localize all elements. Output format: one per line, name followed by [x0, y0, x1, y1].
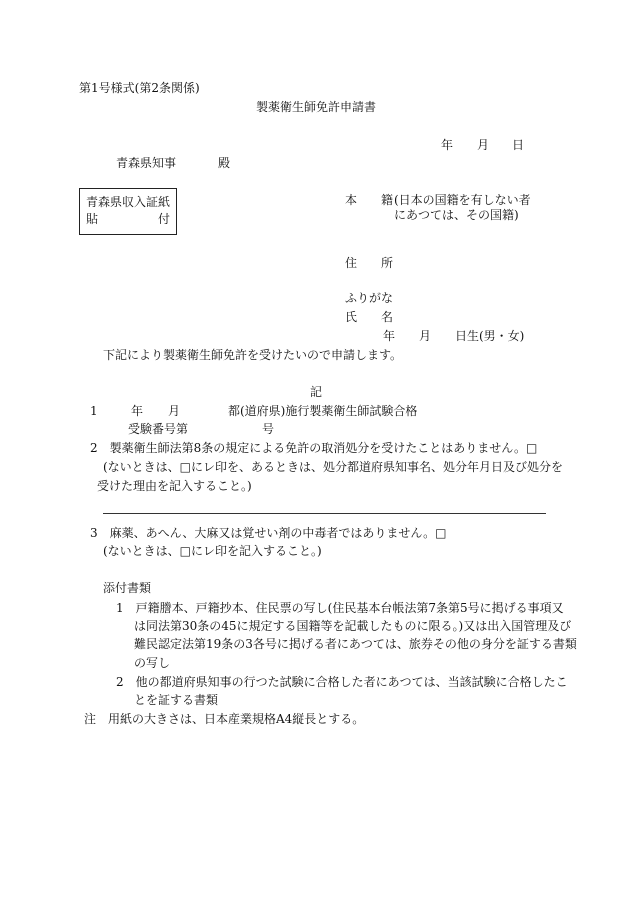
stamp-box-label: 青森県収入証紙: [86, 195, 171, 209]
attachment1-line2: は同法第30条の45に規定する国籍等を記載したものに限る。)又は出入国管理及び: [134, 619, 572, 633]
item1-month: 月: [168, 404, 181, 418]
attachment1-line1: 1 戸籍謄本、戸籍抄本、住民票の写し(住民基本台帳法第7条第5号に掲げる事項又: [116, 601, 564, 615]
item1-number: 1: [90, 404, 98, 418]
addressee-name: 青森県知事: [116, 156, 177, 170]
birth-date-line: 年 月 日生(男・女): [383, 329, 525, 343]
honseki-label: 本 籍: [345, 193, 394, 207]
item3-line1: 3 麻薬、あへん、大麻又は覚せい剤の中毒者ではありません。□: [90, 526, 447, 540]
furigana-label: ふりがな: [345, 291, 394, 305]
entry-rule-line: [103, 513, 546, 514]
date-year: 年: [441, 138, 454, 152]
attachments-heading: 添付書類: [103, 581, 152, 595]
attachment1-line3: 難民認定法第19条の3各号に掲げる者にあつては、旅券その他の身分を証する書類: [134, 637, 577, 651]
attachment2-line1: 2 他の都道府県知事の行つた試験に合格した者にあつては、当該試験に合格したこ: [116, 675, 568, 689]
name-label: 氏 名: [345, 310, 394, 324]
date-month: 月: [477, 138, 490, 152]
honseki-note-2: にあつては、その国籍): [394, 208, 519, 222]
item1-exam-text: 都(道府県)施行製薬衛生師試験合格: [228, 404, 418, 418]
address-label: 住 所: [345, 256, 394, 270]
item1-exam-number-suffix: 号: [262, 422, 275, 436]
attachment1-line4: の写し: [134, 656, 171, 670]
stamp-box-paste-right: 付: [157, 212, 170, 226]
stamp-box-paste-left: 貼: [86, 212, 99, 226]
paper-size-note: 注 用紙の大きさは、日本産業規格A4縦長とする。: [84, 712, 365, 726]
form-label: 第1号様式(第2条関係): [79, 81, 200, 95]
attachment2-line2: とを証する書類: [134, 693, 219, 707]
item2-line1: 2 製薬衛生師法第8条の規定による免許の取消処分を受けたことはありません。□: [90, 441, 538, 455]
item3-line2: (ないときは、□にレ印を記入すること。): [103, 544, 322, 558]
item2-line3: 受けた理由を記入すること。): [97, 479, 252, 493]
item1-year: 年: [131, 404, 144, 418]
honseki-note-1: (日本の国籍を有しない者: [394, 193, 531, 207]
item2-line2: (ないときは、□にレ印を、あるときは、処分都道府県知事名、処分年月日及び処分を: [103, 460, 564, 474]
document-title: 製薬衛生師免許申請書: [256, 100, 377, 114]
item1-exam-number-label: 受験番号第: [128, 422, 189, 436]
request-text: 下記により製薬衛生師免許を受けたいので申請します。: [103, 348, 403, 362]
date-day: 日: [512, 138, 525, 152]
ki-heading: 記: [310, 385, 323, 399]
revenue-stamp-box: [79, 188, 177, 235]
addressee-honorific: 殿: [218, 156, 231, 170]
